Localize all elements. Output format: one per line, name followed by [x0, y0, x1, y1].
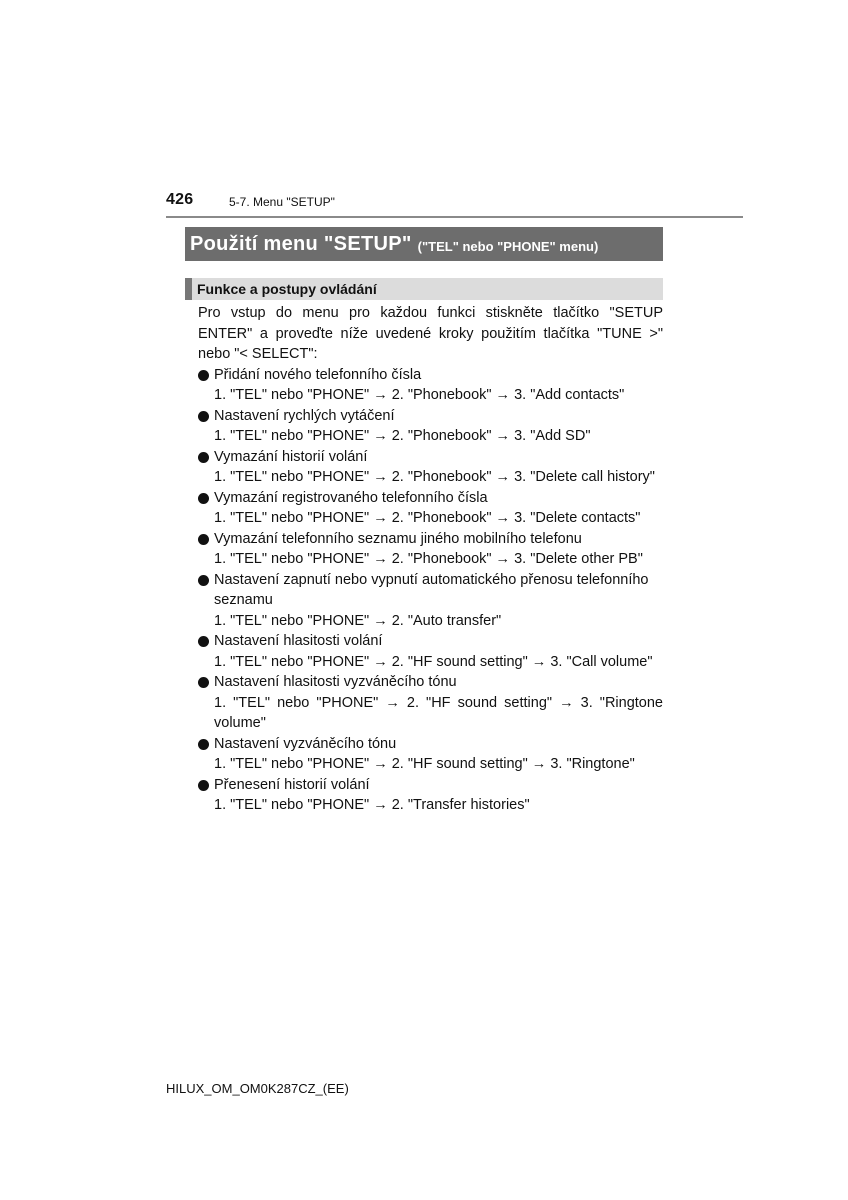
bullet-icon [198, 575, 209, 586]
item-label: Vymazání telefonního seznamu jiného mobilního telefonu [214, 530, 582, 547]
subsection-bar [185, 278, 663, 300]
item-label: Nastavení zapnutí nebo vypnutí automatického přenosu telefonního seznamu [214, 571, 649, 608]
title-bar [185, 227, 663, 261]
header-rule [166, 216, 743, 218]
page-title: Použití menu "SETUP" [190, 232, 412, 255]
item-label: Přidání nového telefonního čísla [214, 366, 422, 383]
section-reference: 5-7. Menu "SETUP" [229, 195, 335, 209]
item-steps: 1. "TEL" nebo "PHONE" → 2. "Phonebook" → 3. "Delete call history" [214, 469, 655, 485]
bullet-icon [198, 493, 209, 504]
item-label: Nastavení rychlých vytáčení [214, 407, 395, 424]
item-steps: 1. "TEL" nebo "PHONE" → 2. "Auto transfer" [214, 612, 502, 629]
content [198, 303, 663, 816]
list-item [198, 631, 663, 672]
bullet-icon [198, 534, 209, 545]
list-item [198, 488, 663, 529]
bullet-icon [198, 636, 209, 647]
intro-paragraph: Pro vstup do menu pro každou funkci stiskněte tlačítko "SETUP ENTER" a proveďte níže uvedené kroky použitím tlačítka "TUNE >" nebo "< SELECT": [198, 305, 663, 362]
item-steps: 1. "TEL" nebo "PHONE" → 2. "Phonebook" → 3. "Add SD" [214, 428, 591, 444]
function-list [198, 365, 663, 816]
list-item [198, 406, 663, 447]
item-steps: 1. "TEL" nebo "PHONE" → 2. "HF sound setting" → 3. "Ringtone" [214, 756, 635, 772]
bullet-icon [198, 411, 209, 422]
bullet-icon [198, 452, 209, 463]
list-item [198, 672, 663, 734]
item-label: Vymazání registrovaného telefonního čísla [214, 489, 488, 506]
list-item [198, 529, 663, 570]
item-label: Přenesení historií volání [214, 776, 370, 793]
list-item [198, 365, 663, 406]
item-label: Nastavení hlasitosti volání [214, 633, 383, 649]
page-subtitle: ("TEL" nebo "PHONE" menu) [417, 238, 599, 254]
subsection-title: Funkce a postupy ovládání [197, 281, 377, 297]
bullet-icon [198, 739, 209, 750]
list-item [198, 570, 663, 632]
list-item [198, 734, 663, 775]
item-steps: 1. "TEL" nebo "PHONE" → 2. "Phonebook" → 3. "Delete contacts" [214, 510, 641, 526]
item-steps: 1. "TEL" nebo "PHONE" → 2. "Transfer histories" [214, 797, 530, 813]
item-steps: 1. "TEL" nebo "PHONE" → 2. "Phonebook" → 3. "Add contacts" [214, 387, 625, 403]
item-steps: 1. "TEL" nebo "PHONE" → 2. "HF sound setting" → 3. "Call volume" [214, 653, 653, 670]
item-label: Nastavení hlasitosti vyzváněcího tónu [214, 674, 457, 690]
page-number: 426 [166, 191, 194, 208]
bullet-icon [198, 780, 209, 791]
item-label: Vymazání historií volání [214, 448, 368, 465]
item-label: Nastavení vyzváněcího tónu [214, 735, 397, 752]
item-steps: 1. "TEL" nebo "PHONE" → 2. "Phonebook" → 3. "Delete other PB" [214, 551, 643, 567]
footer-document-code: HILUX_OM_OM0K287CZ_(EE) [166, 1081, 349, 1096]
item-steps: 1. "TEL" nebo "PHONE" → 2. "HF sound setting" → 3. "Ringtone volume" [214, 694, 663, 731]
list-item [198, 775, 663, 816]
bullet-icon [198, 370, 209, 381]
bullet-icon [198, 677, 209, 688]
list-item [198, 447, 663, 488]
